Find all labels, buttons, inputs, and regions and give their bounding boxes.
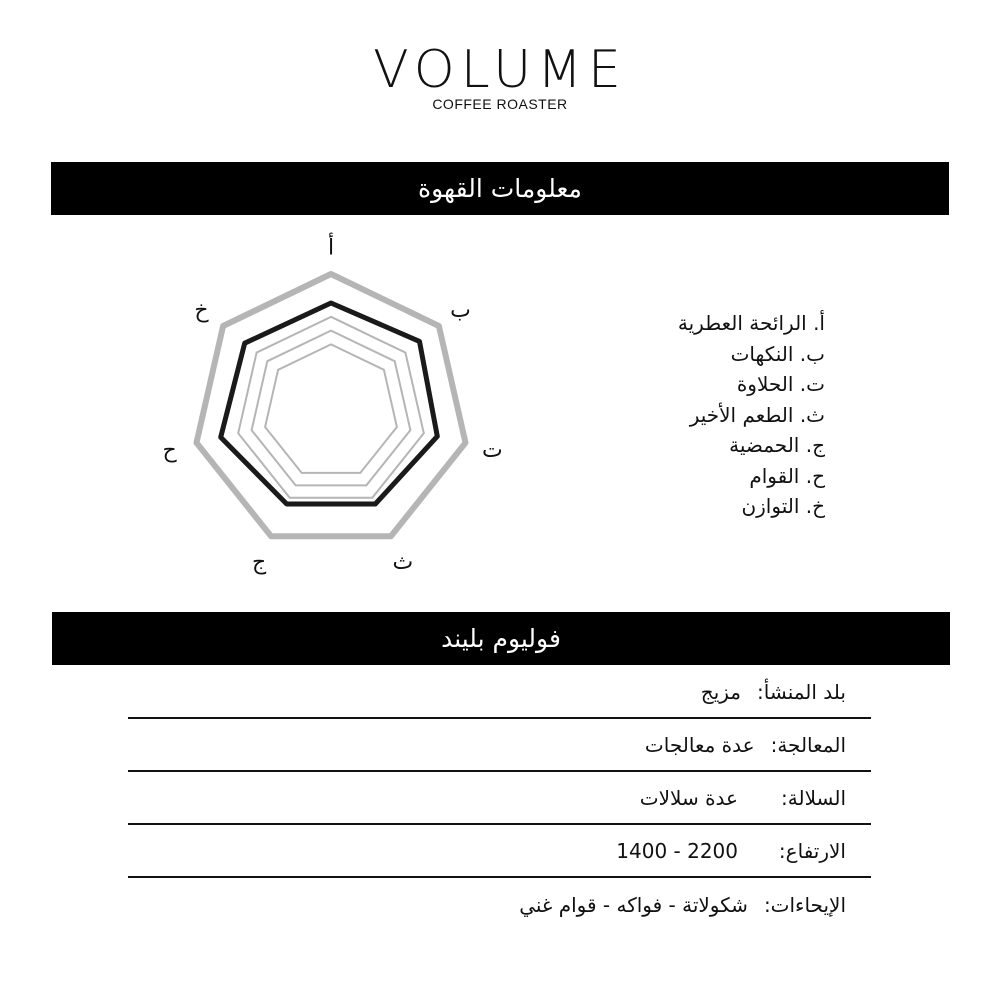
brand-subtitle: COFFEE ROASTER	[432, 96, 568, 112]
detail-row-altitude	[128, 825, 871, 878]
radar-axis-label: ح	[162, 437, 177, 463]
legend-item-body: ح. القوام	[749, 463, 825, 488]
detail-value: 1400 - 2200	[616, 838, 738, 863]
detail-label: المعالجة:	[770, 732, 846, 757]
radar-axis-label: ب	[450, 297, 471, 323]
radar-grid	[197, 274, 466, 536]
detail-label: بلد المنشأ:	[757, 679, 846, 704]
detail-label: الارتفاع:	[778, 838, 846, 863]
radar-grid-ring	[252, 331, 411, 486]
radar-axis-label: أ	[327, 235, 335, 261]
legend-item-balance: خ. التوازن	[741, 494, 825, 518]
detail-label: السلالة:	[781, 785, 846, 810]
coffee-info-header: معلومات القهوة	[51, 162, 949, 215]
brand-logo	[0, 40, 1000, 112]
detail-label: الإيحاءات:	[763, 892, 846, 917]
detail-value: عدة سلالات	[639, 785, 738, 810]
radar-axis-label: ج	[251, 550, 267, 576]
detail-row-notes	[128, 878, 871, 931]
flavor-radar-chart	[150, 230, 510, 576]
brand-name: VOLUME	[373, 40, 627, 100]
radar-grid-ring	[265, 344, 397, 473]
blend-header: فوليوم بليند	[52, 612, 950, 665]
radar-axis-label: ت	[482, 437, 503, 463]
legend-item-sweetness: ت. الحلاوة	[736, 372, 825, 396]
legend-item-aroma: أ. الرائحة العطرية	[677, 311, 825, 335]
details-table	[128, 666, 871, 931]
flavor-legend	[678, 308, 825, 522]
radar-axis-label: ث	[392, 550, 414, 576]
detail-row-origin	[128, 666, 871, 719]
detail-value: شكولاتة - فواكه - قوام غني	[519, 892, 748, 917]
radar-axis-label: خ	[194, 297, 209, 323]
legend-item-aftertaste: ث. الطعم الأخير	[689, 402, 825, 427]
detail-value: مزيج	[700, 679, 742, 704]
detail-row-variety	[128, 772, 871, 825]
radar-labels	[162, 232, 502, 575]
detail-row-process	[128, 719, 871, 772]
detail-value: عدة معالجات	[644, 732, 755, 757]
legend-item-acidity: ج. الحمضية	[729, 433, 825, 457]
legend-item-flavors: ب. النكهات	[730, 341, 825, 366]
